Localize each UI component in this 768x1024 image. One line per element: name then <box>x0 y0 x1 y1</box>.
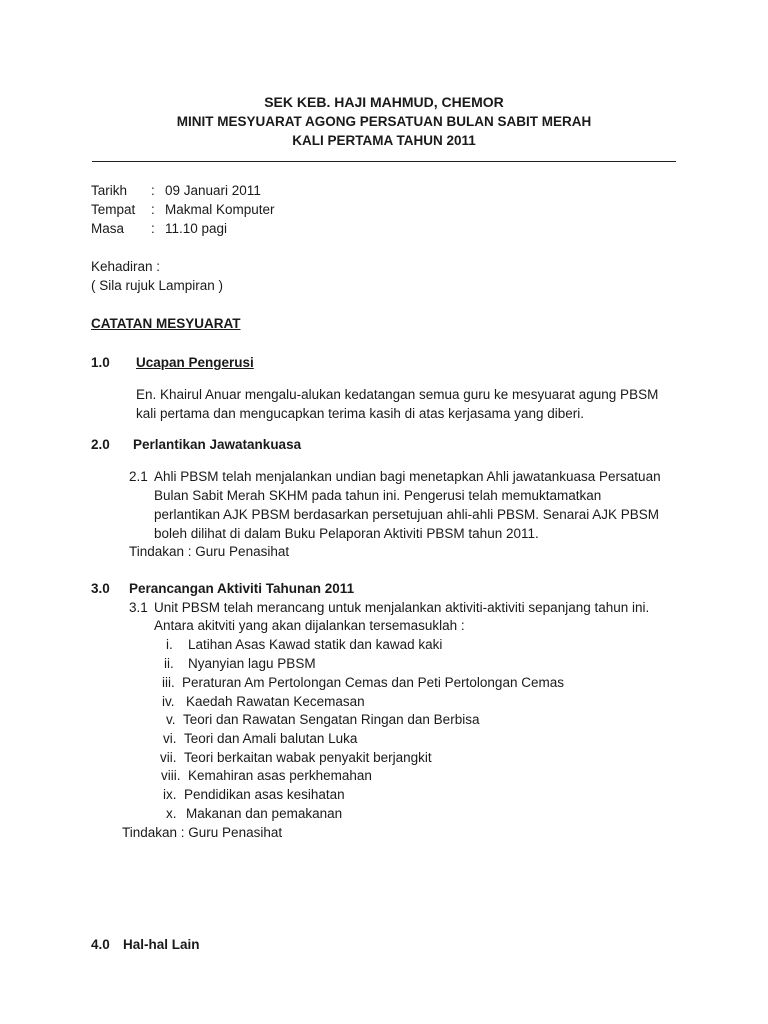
paragraph-line: Unit PBSM telah merancang untuk menjalankan aktiviti-aktiviti sepanjang tahun ini. <box>154 600 650 615</box>
header-divider <box>92 161 676 162</box>
section-number: 3.0 <box>91 581 110 596</box>
list-item: Teori dan Rawatan Sengatan Ringan dan Berbisa <box>183 712 480 727</box>
detail-date-value: 09 Januari 2011 <box>165 183 261 198</box>
paragraph-line: Antara akitviti yang akan dijalankan tersemasuklah : <box>154 618 465 633</box>
detail-place-value: Makmal Komputer <box>165 202 275 217</box>
minutes-heading: CATATAN MESYUARAT <box>91 316 241 331</box>
list-item-number: x. <box>166 806 177 821</box>
list-item-number: iv. <box>162 694 175 709</box>
list-item-number: i. <box>166 637 173 652</box>
list-item: Kemahiran asas perkhemahan <box>188 768 372 783</box>
action-note: Tindakan : Guru Penasihat <box>129 544 290 559</box>
item-number: 2.1 <box>129 469 148 484</box>
list-item-number: ix. <box>163 787 177 802</box>
attendance-label: Kehadiran : <box>91 259 161 274</box>
paragraph-line: Ahli PBSM telah menjalankan undian bagi menetapkan Ahli jawatankuasa Persatuan <box>154 469 661 484</box>
detail-separator: : <box>151 202 155 217</box>
section-number: 4.0 <box>91 937 110 952</box>
list-item: Teori berkaitan wabak penyakit berjangkit <box>184 750 432 765</box>
list-item-number: ii. <box>164 656 174 671</box>
section-number: 2.0 <box>91 437 110 452</box>
paragraph-line: En. Khairul Anuar mengalu-alukan kedatangan semua guru ke mesyuarat agung PBSM <box>136 387 659 402</box>
action-note: Tindakan : Guru Penasihat <box>122 825 283 840</box>
section-number: 1.0 <box>91 355 110 370</box>
section-heading: Perlantikan Jawatankuasa <box>133 437 302 452</box>
item-number: 3.1 <box>129 600 148 615</box>
detail-separator: : <box>151 183 155 198</box>
list-item: Makanan dan pemakanan <box>186 806 343 821</box>
list-item: Nyanyian lagu PBSM <box>188 656 316 671</box>
list-item-number: viii. <box>161 768 181 783</box>
list-item-number: v. <box>166 712 176 727</box>
paragraph-line: kali pertama dan mengucapkan terima kasih di atas kerjasama yang diberi. <box>136 406 584 421</box>
paragraph-line: perlantikan AJK PBSM berdasarkan persetujuan ahli-ahli PBSM. Senarai AJK PBSM <box>154 507 660 522</box>
list-item-number: iii. <box>162 675 175 690</box>
paragraph-line: boleh dilihat di dalam Buku Pelaporan Aktiviti PBSM tahun 2011. <box>154 526 539 541</box>
paragraph-line: Bulan Sabit Merah SKHM pada tahun ini. Pengerusi telah memuktamatkan <box>154 488 602 503</box>
list-item: Latihan Asas Kawad statik dan kawad kaki <box>188 637 443 652</box>
section-heading: Hal-hal Lain <box>123 937 200 952</box>
detail-time-value: 11.10 pagi <box>165 221 228 236</box>
detail-label: Tempat <box>91 202 136 217</box>
document-subtitle: KALI PERTAMA TAHUN 2011 <box>292 133 476 148</box>
list-item: Teori dan Amali balutan Luka <box>184 731 358 746</box>
document-title: MINIT MESYUARAT AGONG PERSATUAN BULAN SABIT MERAH <box>176 114 592 129</box>
detail-separator: : <box>151 221 155 236</box>
list-item-number: vi. <box>163 731 177 746</box>
detail-label: Tarikh <box>91 183 128 198</box>
list-item: Peraturan Am Pertolongan Cemas dan Peti Pertolongan Cemas <box>182 675 564 690</box>
section-heading: Ucapan Pengerusi <box>136 355 254 370</box>
detail-label: Masa <box>91 221 125 236</box>
attendance-note: ( Sila rujuk Lampiran ) <box>91 278 224 293</box>
section-heading: Perancangan Aktiviti Tahunan 2011 <box>129 581 355 596</box>
list-item-number: vii. <box>160 750 177 765</box>
list-item: Kaedah Rawatan Kecemasan <box>186 694 365 709</box>
school-name: SEK KEB. HAJI MAHMUD, CHEMOR <box>264 94 504 110</box>
list-item: Pendidikan asas kesihatan <box>184 787 345 802</box>
